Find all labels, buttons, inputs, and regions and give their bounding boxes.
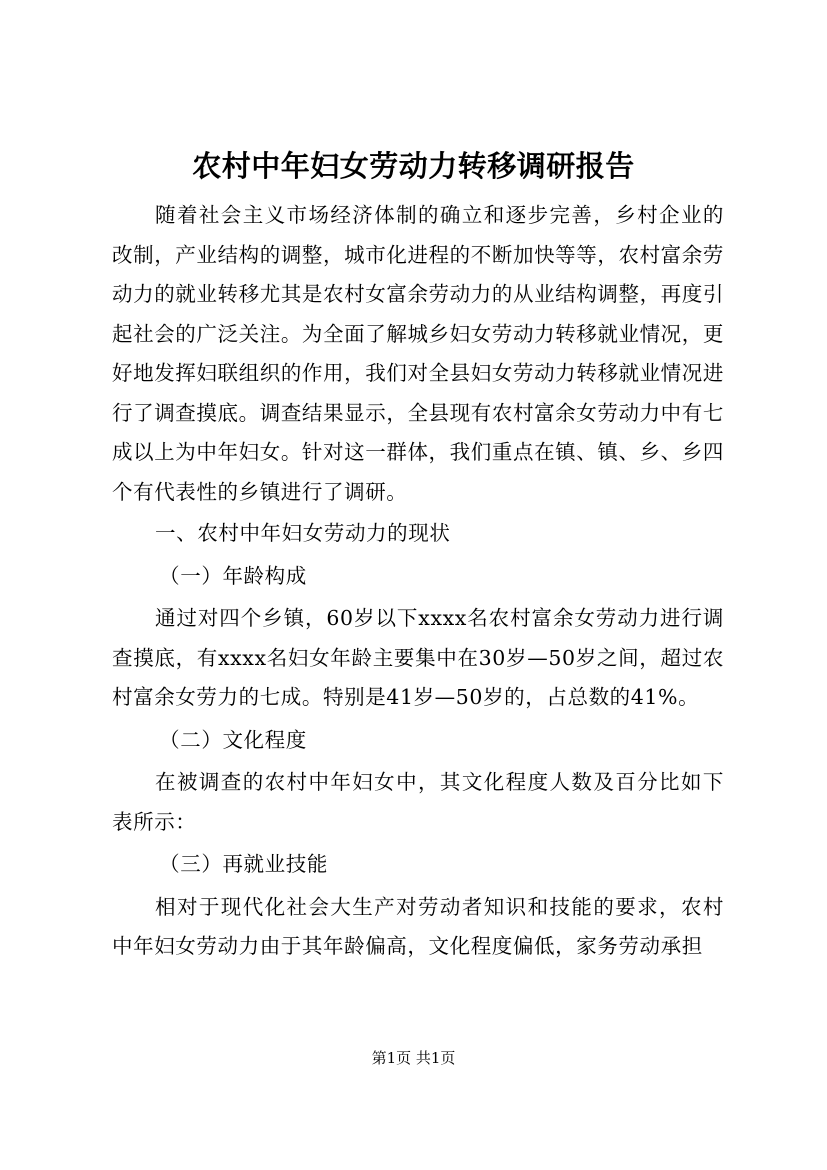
page-footer: 第1页 共1页	[371, 1049, 456, 1067]
section-heading: 一、农村中年妇女劳动力的现状	[155, 521, 451, 545]
document-title: 农村中年妇女劳动力转移调研报告	[192, 149, 635, 183]
document-body	[112, 196, 724, 967]
skills-paragraph: 相对于现代化社会大生产对劳动者知识和技能的要求，农村中年妇女劳动力由于其年龄偏高，文化程度偏低，家务劳动承担	[112, 894, 724, 958]
age-paragraph: 通过对四个乡镇，60岁以下xxxx名农村富余女劳动力进行调查摸底，有xxxx名妇女年龄主要集中在30岁—50岁之间，超过农村富余女劳力的七成。特别是41岁—50岁的，占总数的41%。	[112, 606, 724, 709]
subsection-heading-skills: （三）再就业技能	[159, 852, 328, 876]
subsection-heading-education: （二）文化程度	[159, 727, 307, 752]
intro-paragraph: 随着社会主义市场经济体制的确立和逐步完善，乡村企业的改制，产业结构的调整，城市化进程的不断加快等等，农村富余劳动力的就业转移尤其是农村女富余劳动力的从业结构调整，再度引起社会的广泛关注。为全面了解城乡妇女劳动力转移就业情况，更好地发挥妇联组织的作用，我们对全县妇女劳动力转移就业情况进行了调查摸底。调查结果显示，全县现有农村富余女劳动力中有七成以上为中年妇女。针对这一群体，我们重点在镇、镇、乡、乡四个有代表性的乡镇进行了调研。	[112, 203, 724, 504]
subsection-heading-age: （一）年龄构成	[159, 563, 307, 588]
education-paragraph: 在被调查的农村中年妇女中，其文化程度人数及百分比如下表所示：	[112, 770, 724, 834]
